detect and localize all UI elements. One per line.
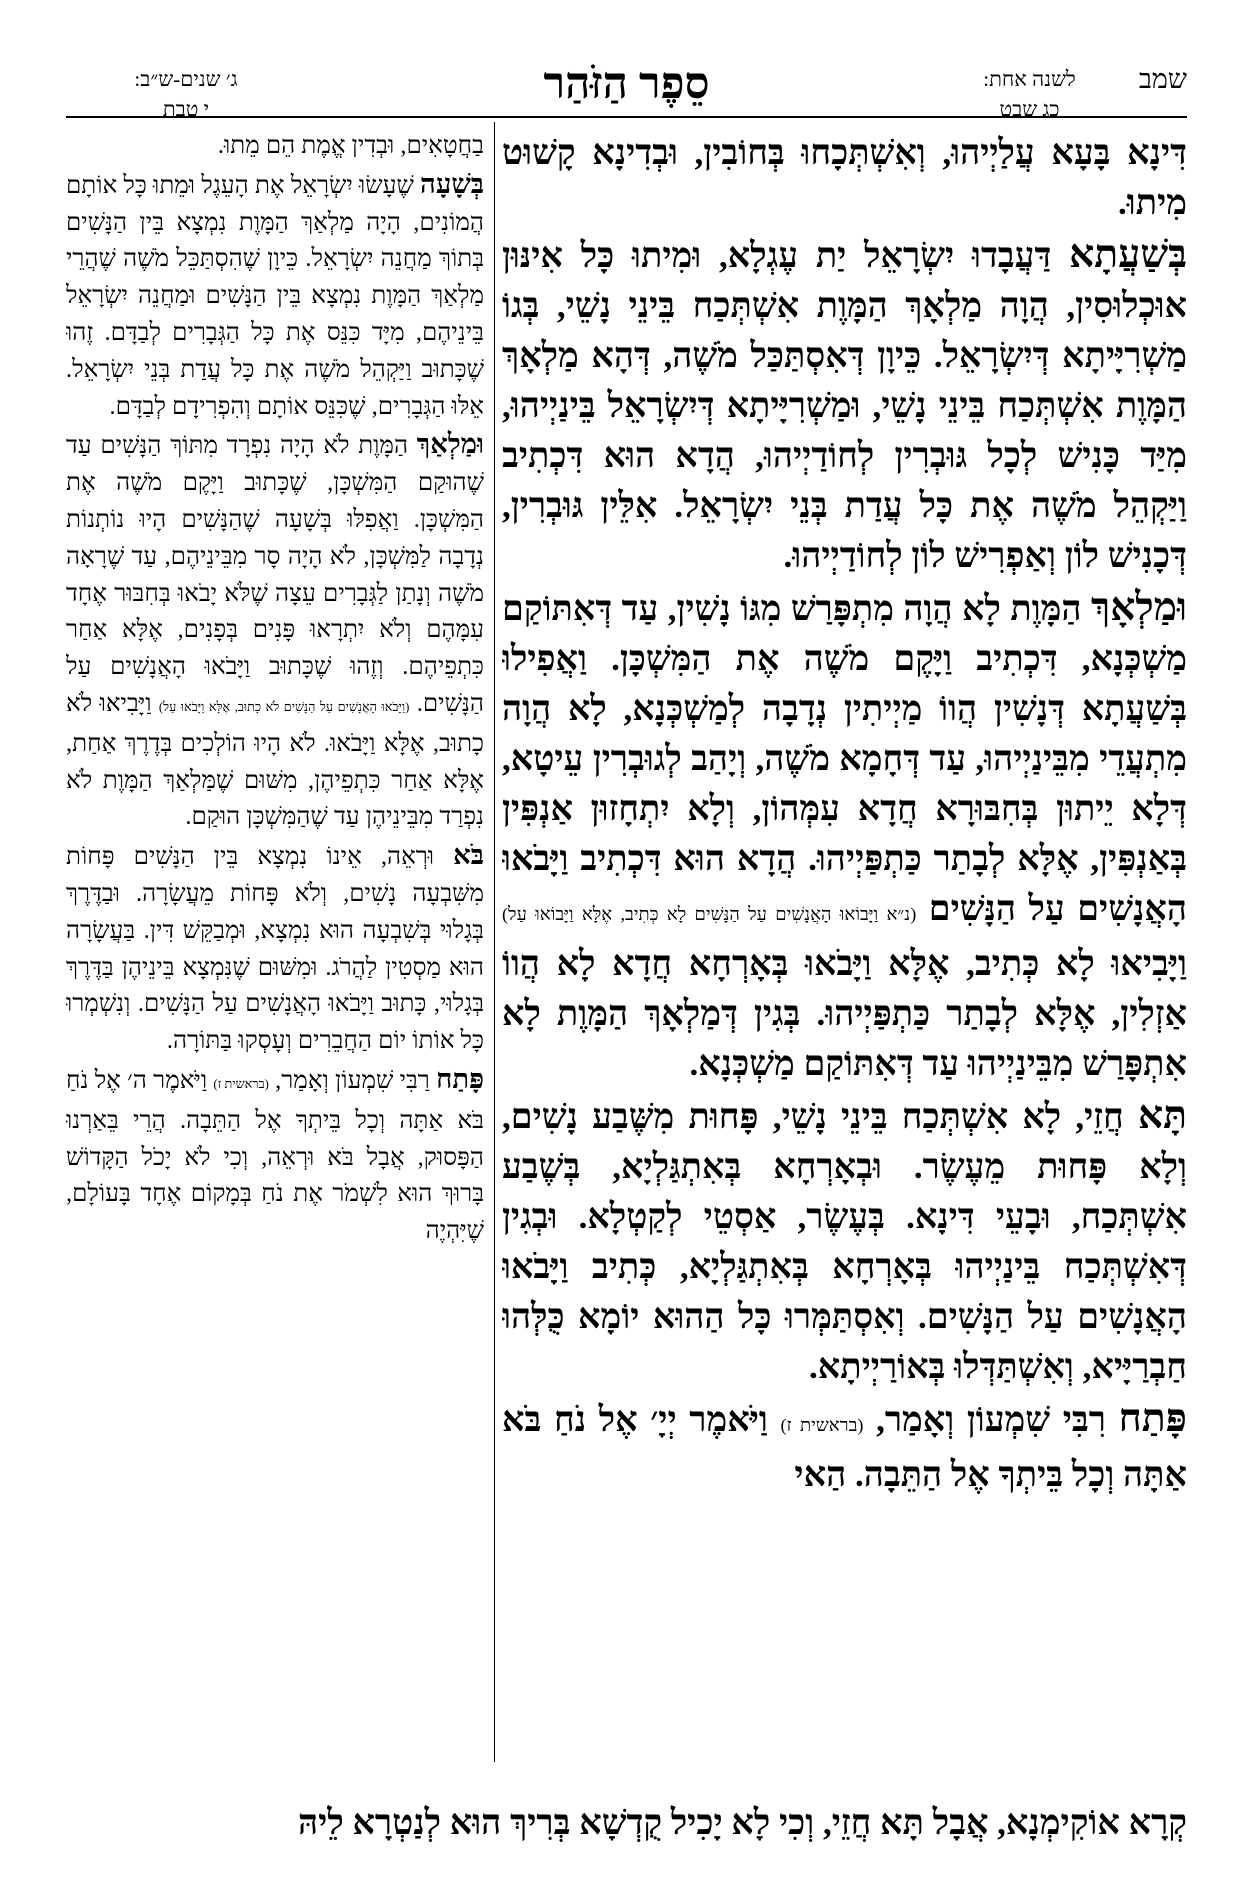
paragraph-opening-word: פָּתַח	[1118, 1397, 1187, 1440]
paragraph-opening-word: בְּשַׁעֲתָא	[1069, 233, 1187, 276]
aramaic-column	[502, 128, 1187, 1828]
paragraph-opening-word: וּמַלְאָךְ	[1091, 586, 1187, 629]
continuation-line: קְרָא אוֹקִימְנָא, אֲבָל תָּא חֲזֵי, וְכִי לָא יָכִיל קֻדְשָׁא בְּרִיךְ הוּא לְנַטְרָא לֵיהּ	[298, 1803, 1187, 1842]
aramaic-paragraph-5	[502, 1394, 1187, 1500]
aramaic-text: וַיֹּאמֶר יְיָ׳ אֶל נֹחַ בֹּא אַתָּה וְכָל בֵּיתְךָ אֶל הַתֵּבָה. הַאי	[502, 1400, 1187, 1494]
aramaic-text: דִּינָא בָּעָא עֲלַיְיהוּ, וְאִשְׁתְּכָחוּ בְּחוֹבִין, וּבְדִינָא קָשׁוּט מִיתוּ.	[502, 133, 1187, 222]
hebrew-text: הַמָּוֶת לֹא הָיָה נִפְרָד מִתּוֹךְ הַנָּשִׁים עַד שֶׁהוּקַם הַמִּשְׁכָּן, שֶׁכָּתוּב וַיָּקֶם מֹשֶׁה אֶת הַמִּשְׁכָּן. וַאֲפִלּוּ בְּשָׁעָה שֶׁהַנָּשִׁים הָיוּ נוֹתְנוֹת נְדָבָה לַמִּשְׁכָּן, לֹא הָיָה סָר מִבֵּינֵיהֶם, עַד שֶׁרָאָה מֹשֶׁה וְנָתַן לַגְּבָרִים עֵצָה שֶׁלֹּא יָבֹאוּ בְּחִבּוּר אֶחָד עִמָּהֶם וְלֹא יִתְרָאוּ פָּנִים בְּפָנִים, אֶלָּא אַחַר כִּתְפֵיהֶם. וְזֶהוּ שֶׁכָּתוּב וַיָּבֹאוּ הָאֲנָשִׁים עַל הַנָּשִׁים.	[66, 432, 484, 717]
daily-study-date: כג שבט	[999, 97, 1060, 121]
hebrew-paragraph-2	[66, 166, 484, 426]
daily-study-label: לשנה אחת:	[983, 67, 1076, 91]
running-header	[66, 58, 1187, 120]
header-rule	[66, 116, 1187, 118]
hebrew-paragraph-4	[66, 837, 484, 1060]
source-reference: (בראשית ז)	[780, 1415, 864, 1435]
hebrew-text: רַבִּי שִׁמְעוֹן וְאָמַר,	[268, 1066, 437, 1094]
book-title: סֵפֶר הַזֹּהַר	[543, 59, 710, 108]
cycle-date: י טבת	[162, 97, 210, 121]
aramaic-paragraph-1	[502, 128, 1187, 228]
aramaic-paragraph-4	[502, 1091, 1187, 1392]
paragraph-opening-word: בְּשָׁעָה	[420, 168, 484, 199]
variant-reading-note: (נ״א וַיָּבוֹאוּ הָאֲנָשִׁים עַל הַנָּשִׁים לָא כְּתִיב, אֶלָּא וַיָּבוֹאוּ עַל)	[502, 904, 917, 924]
hebrew-paragraph-3	[66, 426, 484, 836]
aramaic-text: וַיָּבִיאוּ לָא כְּתִיב, אֶלָּא וַיָּבֹאוּ בְּאָרְחָא חֲדָא לָא הֲווֹ אַזְלִין, אֶלָּא לְבָתַר כַּתְפַּיְיהוּ. בְּגִין דְּמַלְאָךְ הַמָּוֶת לָא אִתְפָּרַשׁ מִבֵּינַיְיהוּ עַד דְּאִתּוֹקַם מַשְׁכְּנָא.	[502, 944, 1187, 1083]
column-divider	[494, 122, 495, 1762]
hebrew-text: וּרְאֵה, אֵינוֹ נִמְצָא בֵּין הַנָּשִׁים פָּחוֹת מִשִּׁבְעָה נָשִׁים, וְלֹא פָּחוֹת מֵעֲשָׂרָה. וּבַדֶּרֶךְ בְּגָלוּי בְּשִׁבְעָה הוּא נִמְצָא, וּמְבַקֵּשׁ דִּין. בַּעֲשָׂרָה הוּא מַסְטִין לַהֲרֹג. וּמִשּׁוּם שֶׁנִּמְצָא בֵּינֵיהֶן בַּדֶּרֶךְ בְּגָלוּי, כָּתוּב וַיָּבֹאוּ הָאֲנָשִׁים עַל הַנָּשִׁים. וְנִשְׁמְרוּ כָּל אוֹתוֹ יוֹם הַחֲבֵרִים וְעָסְקוּ בַּתּוֹרָה.	[66, 843, 484, 1055]
page-number: שמב	[1138, 64, 1187, 94]
hebrew-text: וַיָּבִיאוּ לֹא כָתוּב, אֶלָּא וַיָּבֹאוּ. לֹא הָיוּ הוֹלְכִים בְּדֶרֶךְ אַחַת, אֶלָּא אַחַר כִּתְפֵיהֶן, מִשּׁוּם שֶׁמַּלְאַךְ הַמָּוֶת לֹא נִפְרַד מִבֵּינֵיהֶן עַד שֶׁהַמִּשְׁכָּן הוּקַם.	[66, 689, 484, 831]
hebrew-text: בַחֲטָאִים, וּבְדִין אֱמֶת הֵם מֵתוּ.	[217, 132, 484, 159]
hebrew-paragraph-1	[66, 128, 484, 165]
aramaic-text: רִבִּי שִׁמְעוֹן וְאָמַר,	[863, 1400, 1119, 1439]
variant-reading-note: (וַיָּבֹאוּ הָאֲנָשִׁים עַל הַנָּשִׁים לֹא כָתוּב, אֶלָּא וַיָּבֹאוּ עַל)	[158, 699, 410, 714]
aramaic-text: דַּעֲבָדוּ יִשְׂרָאֵל יַת עֶגְלָא, וּמִיתוּ כָּל אִינּוּן אוּכְלוּסִין, הֲוָה מַלְאָךְ הַמָּוֶת אִשְׁתְּכַח בֵּינֵי נָשֵׁי, בְּגוֹ מַשְׁרִיָּיתָא דְּיִשְׂרָאֵל. כֵּיוָן דְּאִסְתַּכַּל מֹשֶׁה, דְּהָא מַלְאָךְ הַמָּוֶת אִשְׁתְּכַח בֵּינֵי נָשֵׁי, וּמַשְׁרִיָּיתָא דְּיִשְׂרָאֵל בֵּינַיְיהוּ, מִיַּד כָּנִישׁ לְכָל גּוּבְרִין לְחוֹדַיְיהוּ, הֲדָא הוּא דִּכְתִיב וַיַּקְהֵל מֹשֶׁה אֶת כָּל עֲדַת בְּנֵי יִשְׂרָאֵל. אִלֵּין גּוּבְרִין, דְּכָנִישׁ לוֹן וְאַפְרִישׁ לוֹן לְחוֹדַיְיהוּ.	[502, 236, 1187, 575]
hebrew-translation-column	[66, 128, 484, 1768]
cycle-label: ג׳ שנים-ש״ב:	[134, 67, 238, 91]
hebrew-text: וַיֹּאמֶר ה׳ אֶל נֹחַ בֹּא אַתָּה וְכָל בֵּיתְךָ אֶל הַתֵּבָה. הֲרֵי בֵּאַרְנוּ הַפָּסוּק, אֲבָל בֹּא וּרְאֵה, וְכִי לֹא יָכֹל הַקָּדוֹשׁ בָּרוּךְ הוּא לִשְׁמֹר אֶת נֹחַ בְּמָקוֹם אֶחָד בָּעוֹלָם, שֶׁיִּהְיֶה	[66, 1066, 484, 1245]
paragraph-opening-word: בֹּא	[453, 840, 484, 871]
aramaic-paragraph-2	[502, 230, 1187, 581]
source-reference: (בראשית ז)	[213, 1076, 269, 1091]
aramaic-text: חֲזֵי, לָא אִשְׁתְּכַח בֵּינֵי נָשֵׁי, פָּחוּת מִשֶּׁבַע נָשִׁים, וְלָא פָּחוּת מֵעֶשֶׂר. וּבְאָרְחָא בְּאִתְגַּלְיָא, בְּשֶׁבַע אִשְׁתְּכַח, וּבָעֵי דִּינָא. בְּעֶשֶׂר, אַסְטֵי לְקַטְלָא. וּבְגִין דְּאִשְׁתְּכַח בֵּינַיְיהוּ בְּאָרְחָא בְּאִתְגַּלְיָא, כְּתִיב וַיָּבֹאוּ הָאֲנָשִׁים עַל הַנָּשִׁים. וְאִסְתַּמְּרוּ כָּל הַהוּא יוֹמָא כֻּלְּהוּ חַבְרַיָּיא, וְאִשְׁתַּדְּלוּ בְּאוֹרַיְיתָא.	[502, 1097, 1187, 1386]
aramaic-text: הַמָּוֶת לָא הֲוָה מִתְפָּרַשׁ מִגּוֹ נָשִׁין, עַד דְּאִתּוֹקַם מַשְׁכְּנָא, דִּכְתִיב וַיָּקֶם מֹשֶׁה אֶת הַמִּשְׁכָּן. וַאֲפִילוּ בְּשַׁעֲתָא דְּנָשִׁין הֲווֹ מַיְיתִין נְדָבָה לְמַשְׁכְּנָא, לָא הֲוָה מִתְעֲדֵי מִבֵּינַיְיהוּ, עַד דְּחָמָא מֹשֶׁה, וְיָהַב לְגוּבְרִין עֵיטָא, דְּלָא יֵיתוּן בְּחִבּוּרָא חֲדָא עִמְּהוֹן, וְלָא יִתְחָזוּן אַנְפִּין בְּאַנְפִּין, אֶלָּא לְבָתַר כַּתְפַּיְיהוּ. הֲדָא הוּא דִּכְתִיב וַיָּבֹאוּ הָאֲנָשִׁים עַל הַנָּשִׁים	[502, 589, 1187, 928]
three-year-cycle	[66, 64, 306, 124]
hebrew-paragraph-5	[66, 1061, 484, 1250]
aramaic-paragraph-3	[502, 583, 1187, 1089]
paragraph-opening-word: וּמַלְאַךְ	[416, 429, 484, 460]
paragraph-opening-word: תָּא	[1137, 1094, 1187, 1137]
hebrew-text: שֶׁעָשׂוּ יִשְׂרָאֵל אֶת הָעֵגֶל וּמֵתוּ כָּל אוֹתָם הֲמוֹנִים, הָיָה מַלְאַךְ הַמָּוֶת נִמְצָא בֵּין הַנָּשִׁים בְּתוֹךְ מַחֲנֵה יִשְׂרָאֵל. כֵּיוָן שֶׁהִסְתַּכֵּל מֹשֶׁה שֶׁהֲרֵי מַלְאַךְ הַמָּוֶת נִמְצָא בֵּין הַנָּשִׁים וּמַחֲנֵה יִשְׂרָאֵל בֵּינֵיהֶם, מִיָּד כִּנֵּס אֶת כָּל הַגְּבָרִים לְבַדָּם. זֶהוּ שֶׁכָּתוּב וַיַּקְהֵל מֹשֶׁה אֶת כָּל עֲדַת בְּנֵי יִשְׂרָאֵל. אֵלּוּ הַגְּבָרִים, שֶׁכִּנֵּס אוֹתָם וְהִפְרִידָם לְבַדָּם.	[66, 171, 484, 420]
paragraph-opening-word: פָּתַח	[436, 1063, 484, 1094]
